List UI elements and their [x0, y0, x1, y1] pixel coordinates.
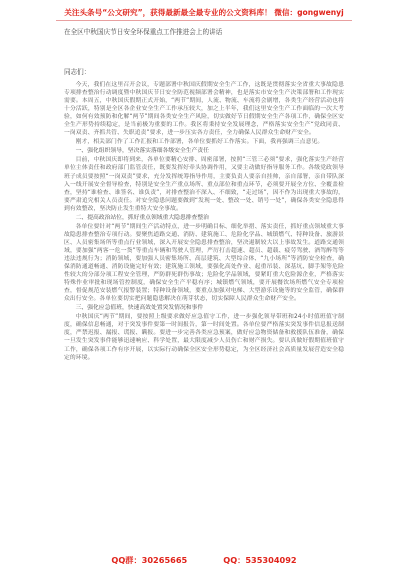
section-heading: 二、提高政治站位，抓好重点领域重大隐患排查整治 — [75, 214, 209, 221]
body-paragraph: 目前，中秋国庆即将到来，各单位要精心安排、周密部署，按照“三管三必须”要求，强化落实生产经营单位主体责任和政府部门监管责任，既要发挥好牵头协调作用，又要主动做好指导服务工作。各级党政领导班子成员要按照“一岗双责”要求，充分发挥统筹指导作用，主要负责人要亲自挂帅，亲自部署，亲自带队深入一线开展安全督导检查，特别是安全生产重点场所、重点部位和重点环节，必须要开展全方位、全覆盖检查，坚持“谁检查、谁签名、谁负责”，对排查整治不深入、不细致，“走过场”，因不作为出现重大事故的，要严肃追究相关人员责任。对安全隐患问题要做到“发现一处、整改一处、销号一处”，确保各类安全隐患得到有效整改，坚决防止发生重特大安全事故。 — [64, 157, 344, 212]
section-heading: 三、强化应急值班，快速高效处置突发情况和事件 — [75, 305, 204, 312]
document-title: 在全区中秋国庆节日安全环保重点工作推进会上的讲话 — [64, 28, 223, 36]
body-paragraph: 各单位要针对“两节”期间生产活动特点，进一步明确目标、细化举措、落实责任，抓好重点领域重大事故隐患排查整治专项行动。要聚焦道路交通、消防、建筑施工、危险化学品、城镇燃气、特种设备、旅游景区、人员密集场所等重点行业领域，深入开展安全隐患排查整治，坚决遏制较大以上事故发生。道路交通领域，要加强“两客一危一货”等重点车辆和驾驶人管理，严厉打击超速、超员、超载、疲劳驾驶、酒驾醉驾等违法违规行为；消防领域，要加强人员密集场所、高层建筑、大型综合体、“九小场所”等消防安全检查，确保消防通道畅通、消防设施完好有效；建筑施工领域，要强化高处作业、起重吊装、深基坑、脚手架等危险性较大的分部分项工程安全管理，严防群死群伤事故；危险化学品领域，要紧盯重大危险源企业，严格落实特殊作业审批和现场管控制度，确保安全生产平稳有序；城镇燃气领域，要开展餐饮场所燃气安全专项检查，督促规范安装燃气报警装置；特种设备领域，要重点加强对电梯、大型游乐设施等的安全监管，确保群众出行安全。各单位要切实把问题隐患解决在萌芽状态，切实保障人民群众生命财产安全。 — [64, 223, 344, 303]
banner-divider — [56, 20, 352, 21]
body-paragraph: 中秋国庆“两节”期间，要按照上级要求做好应急值守工作，进一步强化领导带班和24小时值班值守制度，确保信息畅通，对于突发事件要第一时间报告，第一时间处置。各单位要严格落实突发事件信息报送制度，严禁迟报、漏报、谎报、瞒报。要进一步完善各类应急预案，做好应急物资储备和救援队伍准备，确保一旦发生突发事件能够迅速响应、科学处置，最大限度减少人员伤亡和财产损失。要认真做好假期值班值守工作，确保各项工作有序开展，以实际行动确保全区安全形势稳定，为全区经济社会高质量发展营造安全稳定的环境。 — [64, 314, 344, 361]
qq-number: QQ：535304092 — [223, 555, 297, 565]
promo-banner: 关注头条号“公文研究”，获得最新最全最专业的公文资料库！ 微信：gongwenyj — [64, 8, 344, 17]
salutation: 同志们： — [64, 68, 91, 76]
document-body — [64, 81, 344, 549]
body-paragraph: 刚才，相关部门作了工作汇报和工作部署，各单位要抓好工作落实。下面，我再强调三点意见。 — [75, 139, 324, 146]
body-paragraph: 今天，我们在这里召开会议，专题部署中秋国庆假期安全生产工作，这既是贯彻落实全省重大事故隐患专项排查整治行动调度暨中秋国庆节日安全防范视频部署会精神，也是落实市安全生产决策部署和工作现实需要。本周五，中秋国庆假期正式开始，“两节”期间，人流、物流、车流将会剧增，各类生产经营活动也将十分活跃，特别是全区各企业安全生产工作承压较大，加之上半年，我们这里安全生产工作面临的一次大考验，如何有效预防和化解“两节”期间各类安全生产风险，切实做好节日假期安全生产各项工作，确保全区安全生产形势持续稳定，是当前极为重要的工作。我区将秉持安全发展理念，严格落实安全生产“党政同责、一岗双责、齐抓共管、失职追责”要求，进一步压实各方责任，全力确保人民群众生命财产安全。 — [64, 82, 344, 137]
qq-group-number: QQ群：30265665 — [111, 555, 188, 565]
contact-footer — [0, 554, 408, 566]
section-heading: 一、强化组织领导，坚决落实落细各级安全生产责任 — [75, 148, 209, 155]
